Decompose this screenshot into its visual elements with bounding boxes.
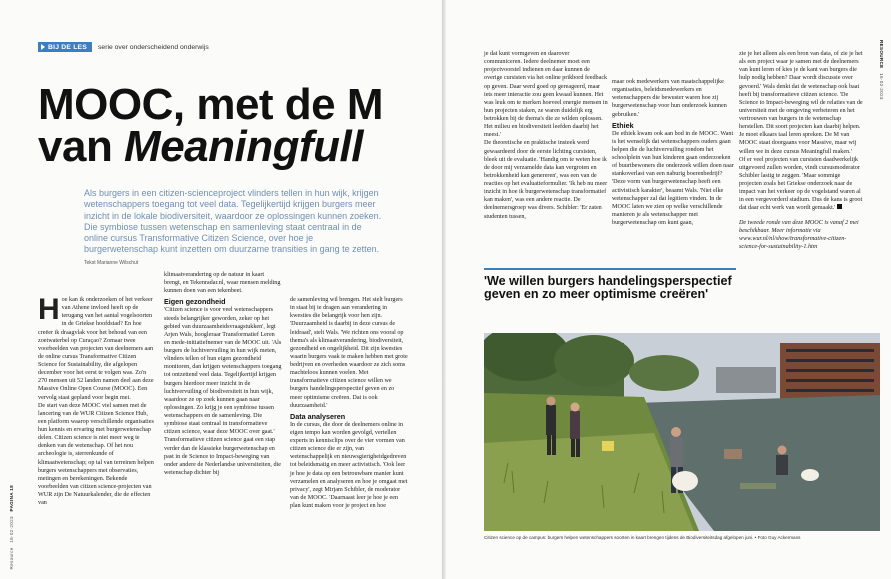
paragraph: oe kan ik onderzoeken of het verkeer van Athene invloed heeft op de terugang van het aantal vogelsoorten in de Griekse hoofdstad? En hoe creëer ik draagvlak voor het behoud van een zoetwaterbel op Curaçao? Zomaar twee voorbeelden van projecten van deelnemers aan de online cursus Transformative Citizen Science for Sustainability, die afgelopen december voor het eerst te volgen was. Zo'n 270 mensen uit 52 landen namen deel aan deze Massive Online Open Course (MOOC). Een vervolg staat gepland voor begin mei. xyxy=(38,297,154,401)
text-column-2 xyxy=(164,271,282,477)
play-arrow-icon xyxy=(41,44,45,50)
photo-caption: Citizen science op de campus: burgers helpen wetenschappers soorten in kaart brengen tijdens de Biodiversiteitsdag afgelopen juni. • Foto Guy Ackermans xyxy=(484,535,801,540)
white-bucket xyxy=(801,469,819,481)
text-column-6 xyxy=(739,50,863,251)
page-header-label xyxy=(879,40,884,100)
net xyxy=(740,483,776,489)
pull-quote: 'We willen burgers handelingsperspectief geven en zo meer optimisme creëren' xyxy=(484,268,736,302)
building-distant xyxy=(716,367,776,393)
magazine-name: RESOURCE xyxy=(879,40,884,69)
text-column-5 xyxy=(612,78,736,227)
page-footer-label xyxy=(9,485,14,569)
headline-line-1: MOOC, met de M xyxy=(38,80,384,129)
headline-line-2-plain: van xyxy=(38,122,125,171)
headline-line-2-italic: Meaningfull xyxy=(124,122,363,171)
white-bucket xyxy=(672,471,698,491)
paragraph: de samenleving wil brengen. Het stelt burgers in staat bij te dragen aan verandering in kwesties die belangrijk voor hen zijn. 'Duurzaamheid is daarbij in deze cursus de leidraad', stelt Wals. 'We richten ons vooral op thema's als klimaatverandering, biodiversiteit, gezondheid en ongelijkheid. Dit zijn kwesties waarin burgers vaak te maken hebben met grote bedrijven en overheden waardoor ze zich soms machteloos kunnen voelen. Met transformatieve citizen science willen we burgers handelingsperspectief geven en zo meer optimisme creëren. Dat is ook duurzaamheid.' xyxy=(290,297,408,409)
section-tag-label: BIJ DE LES xyxy=(48,43,88,51)
magazine-name: Resource xyxy=(9,546,14,569)
subheading: Data analyseren xyxy=(290,411,346,421)
paragraph: De ethiek kwam ook aan bod in de MOOC. Want is het wenselijk dat wetenschappers ouders gaan helpen die de luchtvervuiling rondom het schoolplein van hun kinderen gaan onderzoeken of buurtbewoners die onderzoek willen doen naar stankoverlast van een naburig boerenbedrijf? 'Deze vorm van burgerwetenschap heeft een activistisch karakter', beaamt Wals. 'Niet elke wetenschapper zal dat legitiem vinden. In de MOOC laten we zien op welke verschillende manieren je als wetenschapper met burgerwetenschap om kunt gaan, xyxy=(612,130,734,226)
subheading: Eigen gezondheid xyxy=(164,297,226,307)
section-kicker xyxy=(38,42,209,52)
photo-illustration xyxy=(484,333,880,531)
left-page xyxy=(0,0,442,579)
issue-date: 16·02·2023 xyxy=(879,73,884,100)
person-1 xyxy=(546,397,556,456)
text-column-1 xyxy=(38,293,156,507)
paragraph: 'Citizen science is voor veel wetenschappers steeds belangrijker geworden, zeker op het gebied van duurzaamheidsvraagstukken', legt Arjen Wals, hoogleraar Transformatief Leren en mede-initiatiefnemer van de MOOC uit. 'Als burgers de luchtvervuiling in hun wijk meten, vlinders tellen of hun eigen gezondheid monitoren, dan krijgen wetenschappers toegang tot ontzettend veel data. Tegelijkertijd krijgen burgers hierdoor meer inzicht in de luchtvervuiling of biodiversiteit in hun wijk, waardoor ze op zoek kunnen gaan naar oplossingen. Zo krijg je een symbiose tussen wetenschappers en de samenleving. Die symbiose staat centraal in transformatieve citizen science, waar deze MOOC over gaat.' Transformatieve citizen science gaat een stap verder dan de klassieke burgerwetenschap en past in de Science to Impact-beweging van onder andere de Nederlandse universiteiten, die wetenschap dichter bij xyxy=(164,307,282,476)
right-page xyxy=(446,0,891,579)
paragraph: De theoretische en praktische insteek werd gewaardeerd door de eerste lichting cursisten, bleek uit de evaluatie. 'Handig om te weten hoe ik de door mij verzamelde data kan vergroten en betrokkenheid kan genereren', was een van de reacties op het evaluatieformulier. 'Ik heb nu meer inzicht in hoe ik burgerwetenschap transformatief kan maken', was een andere reactie. De deelnemersgroep was divers. Schibler: 'Er zaten studenten tussen, xyxy=(484,140,608,220)
article-headline xyxy=(38,80,438,171)
paragraph: zie je het alleen als een bron van data, of zie je het als een project waar je samen met de deelnemers van kunt leren of kies je de kant van burgers die hulp nodig hebben? Daar wordt discussie over gevoerd.' Wals denkt dat de wetenschap ook baat heeft bij transformatieve citizen science. 'De Science to Impact-beweging wil de relaties van de universiteit met de omgeving verbeteren en het vertrouwen van burgers in de wetenschap herstellen. Dit soort projecten kan daarbij helpen. Je moet elkaars taal leren spreken. De M van MOOC staat doorgaans voor Massive, maar wij willen we in deze cursus Meaningfull maken.' xyxy=(739,51,863,155)
issue-date: 16·02·2023 xyxy=(9,515,14,543)
paragraph-text: Of er veel projecten van cursisten daadwerkelijk uitgevoerd zullen worden, vindt cursusmoderator Schibler lastig te zeggen. 'Maar sommige projecten zoals het Griekse onderzoek naar de impact van het verkeer op de vogelstand waren al in een vergevorderd stadium. Dus de kans is groot dat daar echt werk van wordt gemaakt.' xyxy=(739,156,863,212)
paragraph: De start van deze MOOC viel samen met de lancering van de WUR Citizen Science Hub, een platform waarop verschillende organisaties hun kennis en ervaring met burgerwetenschap delen. Citizen science is niet meer weg te denken van de wetenschap. Of het nou archeologie is, sterrenkunde of klimaatwetenschap; op tal van terreinen helpen burgers wetenschappers met observaties, metingen en berekeningen. Bekende voorbeelden van citizen science-projecten van WUR zijn De Natuurkalender, die de effecten van xyxy=(38,402,154,507)
headline-line-2 xyxy=(38,122,438,171)
person-4 xyxy=(776,446,788,476)
paragraph: je dat kunt vormgeven en daarover communiceren. Iedere deelnemer moet een projectvoorstel indienen en daar kunnen de overige cursisten via het online prikbord feedback op geven. Daar werd goed op gereageerd, maar iets meer interactie zou geen kwaad kunnen. Het was leuk om te merken hoeveel energie mensen in hun projecten staken, ze waren duidelijk erg betrokken bij de thema's die ze wilden oplossen. Het milieu en biodiversiteit leefden daarbij het meest.' xyxy=(484,51,608,139)
info-note: De tweede ronde van deze MOOC is vanaf 2 mei beschikbaar. Meer informatie via www.wur.nl/nl/show/transformative-citizen-science-for-sustainability-1.htm xyxy=(739,219,859,250)
closing-paragraph xyxy=(739,156,863,213)
series-label: serie over onderscheidend onderwijs xyxy=(98,43,209,51)
section-tag xyxy=(38,42,92,52)
paragraph: klimaatverandering op de natuur in kaart brengt, en Tekenradar.nl, waar mensen melding kunnen doen van een tekenbeet. xyxy=(164,272,281,295)
article-photo xyxy=(484,333,880,531)
page-number: PAGINA 18 xyxy=(9,484,14,511)
yellow-bucket xyxy=(602,441,614,451)
paragraph: maar ook medewerkers van maatschappelijke organisaties, beleidsmedewerkers en wetenschappers die bewuster waren hoe zij burgerwetenschap voor hun onderzoek kunnen gebruiken.' xyxy=(612,79,727,118)
tree xyxy=(629,355,699,391)
subheading: Ethiek xyxy=(612,120,634,130)
author-credit: Tekst Marianne Wilschut xyxy=(84,259,139,266)
intro-text: Als burgers in een citizen-scienceproject vlinders tellen in hun wijk, krijgen wetenschappers toegang tot veel data. Tegelijkertijd krijgen burgers meer inzicht in de lokale biodiversiteit, waardoor ze oplossingen kunnen zoeken. Die symbiose tussen wetenschap en samenleving staat centraal in de online cursus Transformative Citizen Science, over hoe je burgerwetenschap kunt inzetten om duurzame transities in gang te zetten. xyxy=(84,188,382,255)
paragraph: In de cursus, die door de deelnemers online in eigen tempo kan worden gevolgd, vertellen experts in kennisclips over de vier vormen van citizen science die er zijn, van wetenschappelijk en nieuwsgierigheidgedreven tot beleidsmatig en meer activistisch. 'Ook leer je hoe je data op een betrouwbare manier kunt verzamelen en analyseren en hoe je omgaat met privacy', zegt Mirjam Schibler, de moderator van de MOOC. 'Daarnaast leer je hoe je een plan kunt maken voor je project en hoe xyxy=(290,421,408,509)
text-column-4 xyxy=(484,50,608,221)
text-column-3 xyxy=(290,296,408,510)
tree xyxy=(554,335,634,387)
crate xyxy=(724,449,742,459)
end-mark-icon xyxy=(837,204,842,209)
article-intro xyxy=(84,188,384,269)
drop-cap: H xyxy=(38,293,60,326)
